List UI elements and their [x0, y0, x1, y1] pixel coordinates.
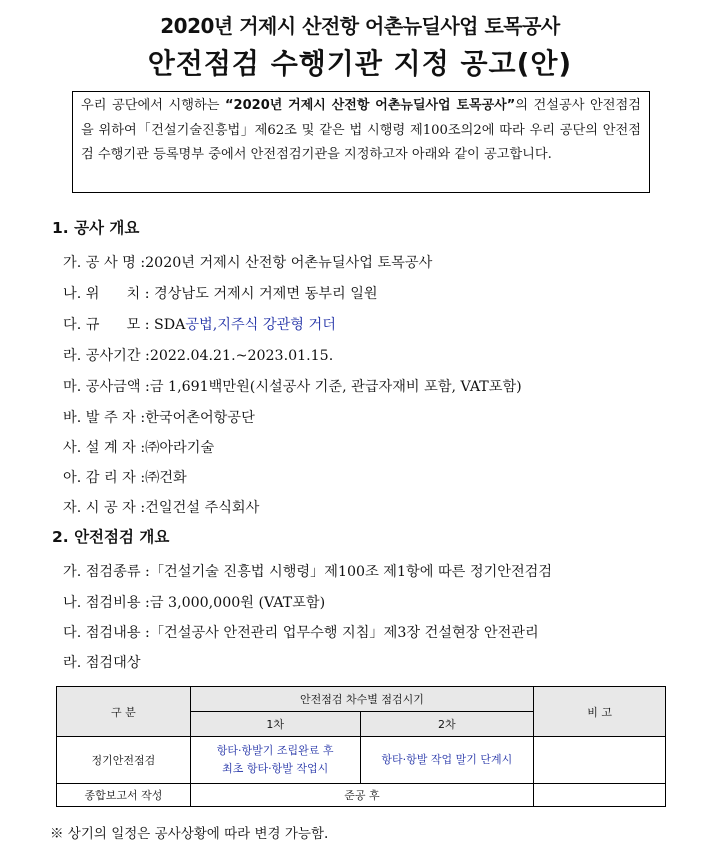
item-label: 라. 점검대상 — [63, 655, 141, 671]
item-client — [63, 407, 703, 427]
footnote: ※ 상기의 일정은 공사상황에 따라 변경 가능함. — [50, 826, 329, 842]
header-note: 비 고 — [534, 687, 666, 737]
row-regular-inspection-second: 항타·항발 작업 말기 단계시 — [360, 737, 534, 784]
row-final-report-name: 종합보고서 작성 — [57, 784, 191, 807]
item-value: 2022.04.21.~2023.01.15. — [149, 348, 334, 364]
notice-project-name: “2020년 거제시 산전항 어촌뉴딜사업 토목공사” — [225, 98, 516, 113]
inspection-schedule-table — [56, 686, 666, 807]
row-regular-inspection-first — [190, 737, 360, 784]
section-heading-construction-overview: 1. 공사 개요 — [52, 219, 140, 237]
row-regular-inspection-note — [534, 737, 666, 784]
row-final-report-timing: 준공 후 — [190, 784, 533, 807]
header-first-round: 1차 — [190, 712, 360, 737]
row-final-report-note — [534, 784, 666, 807]
item-supervisor — [63, 467, 703, 487]
item-value: 2020년 거제시 산전항 어촌뉴딜사업 토목공사 — [145, 255, 433, 271]
item-value: 한국어촌어항공단 — [145, 410, 255, 426]
item-label: 라. 공사기간 : — [63, 348, 150, 364]
item-inspection-type — [63, 561, 703, 581]
item-location — [63, 283, 703, 303]
header-schedule: 안전점검 차수별 점검시기 — [190, 687, 533, 712]
title-line-1: 2020년 거제시 산전항 어촌뉴딜사업 토목공사 — [160, 14, 560, 38]
item-inspection-target — [63, 652, 703, 672]
item-label: 나. 점검비용 : — [63, 595, 150, 611]
item-label: 가. 점검종류 : — [63, 564, 150, 580]
page-title: 안전점검 수행기관 지정 공고(안) — [147, 47, 573, 80]
item-value-prefix: SDA — [154, 317, 186, 333]
first-timing-line-1: 항타·항발기 조립완료 후 — [216, 744, 334, 757]
item-inspection-cost — [63, 592, 703, 612]
item-value: 금 1,691백만원(시설공사 기준, 관급자재비 포함, VAT포함) — [149, 379, 522, 395]
item-label: 바. 발 주 자 : — [63, 410, 146, 426]
item-value: 금 3,000,000원 (VAT포함) — [149, 595, 326, 611]
notice-body: 의 건설공사 안전점검을 위하여「건설기술진흥법」제62조 및 같은 법 시행령 제100조의2에 따라 우리 공단의 안전점검 수행기관 등록명부 중에서 안전점검기관을 지정하고자 아래와 같이 공고합니다. — [81, 98, 641, 162]
header-category: 구 분 — [57, 687, 191, 737]
notice-box — [72, 91, 650, 193]
item-scale — [63, 314, 703, 334]
item-value: 「건설기술 진흥법 시행령」제100조 제1항에 따른 정기안전검검 — [149, 564, 553, 580]
item-amount — [63, 376, 703, 396]
item-value: 건일건설 주식회사 — [145, 500, 260, 516]
item-inspection-content — [63, 622, 703, 642]
item-label: 아. 감 리 자 : — [63, 470, 146, 486]
notice-intro: 우리 공단에서 시행하는 — [81, 98, 226, 113]
item-label: 마. 공사금액 : — [63, 379, 150, 395]
item-period — [63, 345, 703, 365]
item-label: 다. 규 모 : — [63, 317, 154, 333]
item-designer — [63, 437, 703, 457]
item-label: 사. 설 계 자 : — [63, 440, 146, 456]
item-label: 자. 시 공 자 : — [63, 500, 146, 516]
item-value-highlight: 공법,지주식 강관형 거더 — [185, 317, 336, 333]
item-label: 가. 공 사 명 : — [63, 255, 146, 271]
item-value: ㈜아라기술 — [145, 440, 215, 456]
item-value: 「건설공사 안전관리 업무수행 지침」제3장 건설현장 안전관리 — [149, 625, 539, 641]
header-second-round: 2차 — [360, 712, 534, 737]
first-timing-line-2: 최초 항타·항발 작업시 — [222, 762, 329, 775]
item-value: 경상남도 거제시 거제면 동부리 일원 — [154, 286, 378, 302]
row-regular-inspection-name: 정기안전점검 — [57, 737, 191, 784]
section-heading-inspection-overview: 2. 안전점검 개요 — [52, 528, 170, 546]
item-project-name — [63, 252, 703, 272]
item-contractor — [63, 497, 703, 517]
item-value: ㈜건화 — [145, 470, 187, 486]
item-label: 나. 위 치 : — [63, 286, 154, 302]
item-label: 다. 점검내용 : — [63, 625, 150, 641]
